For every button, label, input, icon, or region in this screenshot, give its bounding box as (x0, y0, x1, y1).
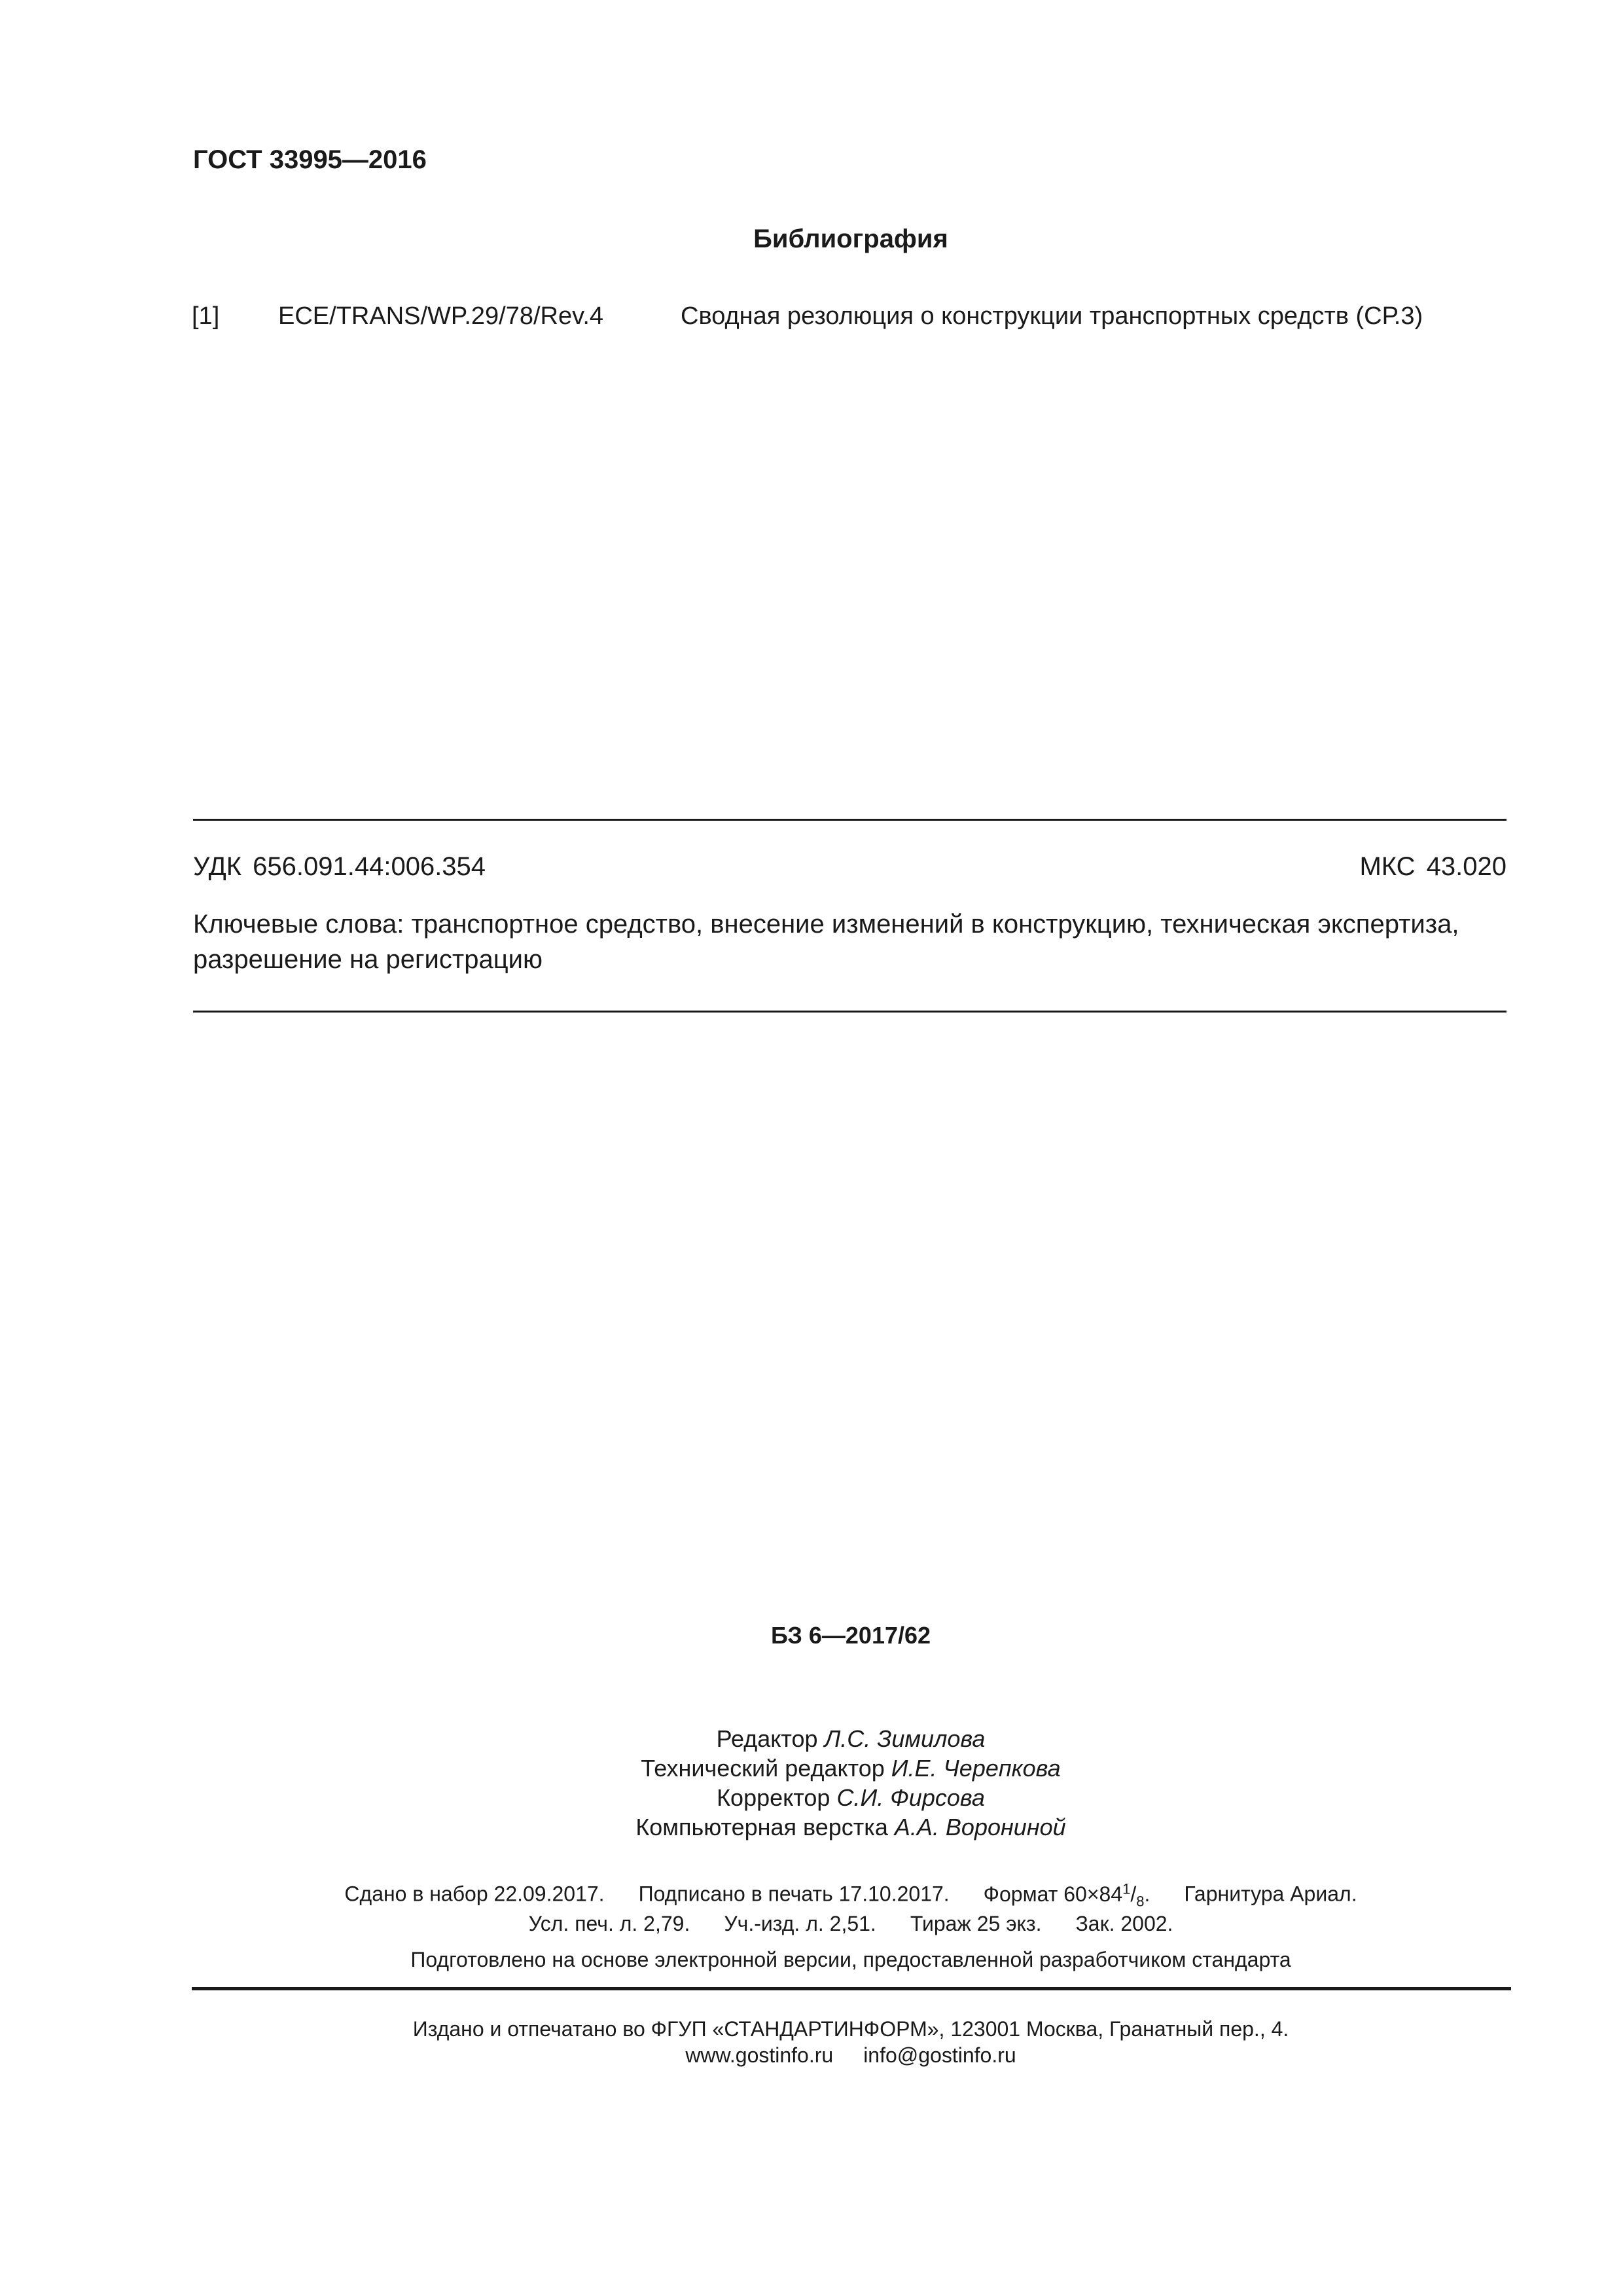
bibliography-entry-code: ECE/TRANS/WP.29/78/Rev.4 (278, 302, 604, 330)
staff-role: Редактор (716, 1725, 818, 1752)
staff-role: Корректор (717, 1784, 830, 1811)
mks-code (1359, 852, 1507, 882)
typeface: Гарнитура Ариал. (1184, 1882, 1357, 1906)
print-details-line-1 (0, 1880, 1623, 1910)
website-link[interactable]: www.gostinfo.ru (685, 2043, 834, 2067)
order-number: Зак. 2002. (1075, 1912, 1173, 1935)
circulation: Тираж 25 экз. (910, 1912, 1042, 1935)
staff-name: И.Е. Черепкова (891, 1755, 1061, 1782)
staff-tech-editor (0, 1755, 1623, 1782)
submitted-date: Сдано в набор 22.09.2017. (344, 1882, 605, 1906)
divider-top (193, 819, 1507, 821)
prepared-note: Подготовлено на основе электронной версии, предоставленной разработчиком стандарта (410, 1948, 1291, 1971)
paper-format: Формат $60\times 84^1/_8$. (983, 1880, 1150, 1910)
footer-divider (192, 1987, 1511, 1990)
staff-name: С.И. Фирсова (836, 1784, 985, 1811)
edit-sheets: Уч.-изд. л. 2,51. (724, 1912, 876, 1935)
signed-date: Подписано в печать 17.10.2017. (638, 1882, 950, 1906)
staff-role: Технический редактор (641, 1755, 885, 1782)
staff-layout (0, 1814, 1623, 1841)
publisher-info: Издано и отпечатано во ФГУП «СТАНДАРТИНФОРМ», 123001 Москва, Гранатный пер., 4. (412, 2017, 1289, 2041)
mks-value: 43.020 (1426, 852, 1507, 881)
divider-bottom (193, 1011, 1507, 1013)
email-link[interactable]: info@gostinfo.ru (863, 2043, 1016, 2067)
publisher-contacts (0, 2043, 1623, 2068)
udk-code (193, 852, 486, 882)
staff-proofreader (0, 1784, 1623, 1812)
bibliography-title: Библиография (753, 224, 948, 253)
document-code: ГОСТ 33995—2016 (193, 145, 427, 174)
mks-label: МКС (1359, 852, 1416, 881)
udk-value: 656.091.44:006.354 (253, 852, 486, 881)
bibliography-entry-description: Сводная резолюция о конструкции транспортных средств (СР.3) (681, 302, 1423, 330)
bz-number: БЗ 6—2017/62 (770, 1622, 931, 1649)
staff-editor (0, 1725, 1623, 1753)
print-sheets: Усл. печ. л. 2,79. (528, 1912, 690, 1935)
print-details-line-2 (0, 1912, 1623, 1936)
udk-label: УДК (193, 852, 242, 881)
keywords: Ключевые слова: транспортное средство, внесение изменений в конструкцию, техническая экспертиза, разрешение на регистрацию (193, 910, 1459, 974)
staff-name: А.А. Ворониной (894, 1814, 1066, 1840)
staff-role: Компьютерная верстка (635, 1814, 888, 1840)
staff-name: Л.С. Зимилова (824, 1725, 986, 1752)
bibliography-entry-number: [1] (192, 302, 220, 330)
